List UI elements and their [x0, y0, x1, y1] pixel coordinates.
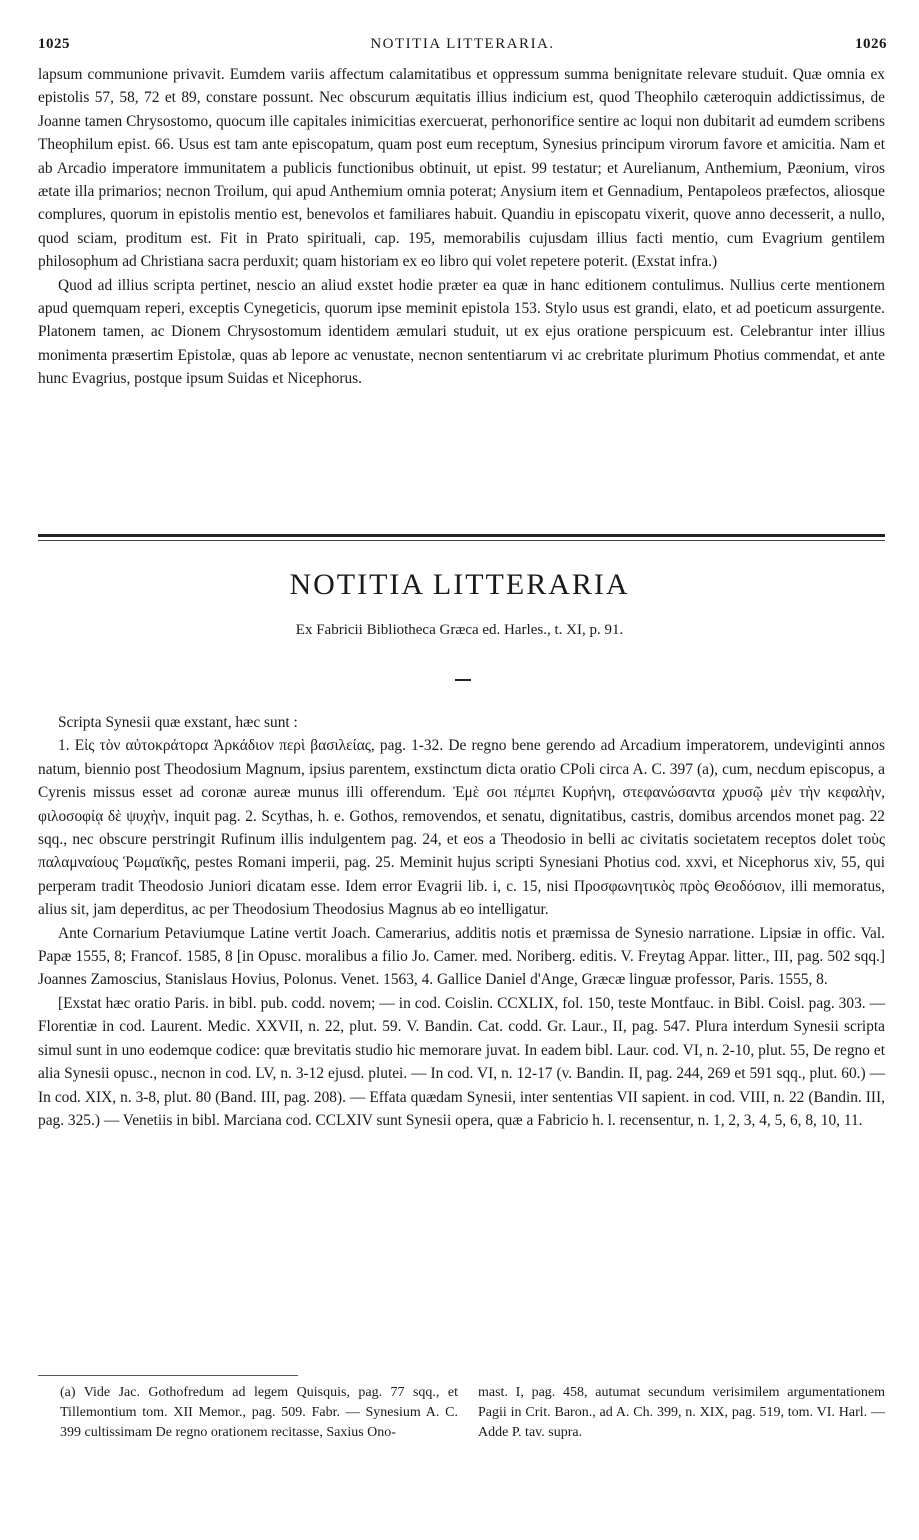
section-divider	[38, 534, 885, 541]
paragraph: Ante Cornarium Petaviumque Latine vertit Joach. Camerarius, additis notis et præmissa de Synesio narratione. Lipsiæ in offic. Val. Papæ 1555, 8; Francof. 1585, 8 [in Opusc. moralibus a filio Jo. Camer. med. Noriberg. editis. V. Freytag Appar. litter., III, pag. 502 sqq.] Joannes Zamoscius, Stanislaus Hovius, Polonus. Venet. 1563, 4. Gallice Daniel d'Ange, Græcæ linguæ professor, Paris. 1555, 8.	[38, 924, 885, 989]
section-subtitle: Ex Fabricii Bibliotheca Græca ed. Harles., t. XI, p. 91.	[295, 622, 624, 638]
running-title: NOTITIA LITTERARIA.	[370, 36, 555, 52]
paragraph: Scripta Synesii quæ exstant, hæc sunt :	[58, 714, 298, 731]
footnote-left: (a) Vide Jac. Gothofredum ad legem Quisquis, pag. 77 sqq., et Tillemontium tom. XII Memor., pag. 509. Fabr. — Synesium A. C. 399 cultissimam De regno orationem recitasse, Saxius Ono-	[60, 1385, 458, 1440]
body-text-block	[38, 711, 885, 1132]
page-number-left: 1025	[38, 36, 70, 52]
page-number-right: 1026	[855, 36, 887, 52]
paragraph: lapsum communione privavit. Eumdem variis affectum calamitatibus et oppressum summa benignitate relevare studuit. Quæ omnia ex epistolis 57, 58, 72 et 89, constare possunt. Nec obscurum æquitatis illius indicium est, quod Theophilo cæteroquin addictissimus, de Joanne tamen Chrysostomo, quocum ille capitales inimicitias exercuerat, perhonorifice sentire ac loqui non dubitarit ad eumdem scribens Theophilum epist. 66. Usus est tam ante episcopatum, quam post eum receptum, Synesius principum virorum favore et amicitia. Nam et ab Arcadio imperatore immunitatem a publicis functionibus obtinuit, ut epist. 99 testatur; et Aurelianum, Anthemium, Pæonium, viros ætate illa primarios; necnon Troilum, qui apud Anthemium omnia poterat; Anysium item et Gennadium, Pentapoleos præfectos, aliosque complures, quorum in epistolis mentio est, benevolos et familiares habuit. Quandiu in episcopatu vixerit, quove anno decesserit, a nullo, quod sciam, proditum est. Fit in Prato spirituali, cap. 195, memorabilis cujusdam illius facti mentio, cum Evagrium gentilem philosophum ad Christiana sacra perduxit; quam historiam ex eo libro qui volet repetere poterit. (Exstat infra.)	[38, 66, 885, 271]
top-text-block	[38, 63, 885, 391]
footnote-divider	[38, 1375, 885, 1376]
running-head	[38, 36, 887, 56]
paragraph: 1. Εἰς τὸν αὐτοκράτορα Ἀρκάδιον περὶ βασιλείας, pag. 1-32. De regno bene gerendo ad Arcadium imperatorem, undeviginti annos natum, biennio post Theodosium Magnum, ipsius parentem, exstinctum dicta oratio CPoli circa A. C. 397 (a), cum, necdum episcopus, a Cyrenis missus esset ad coronæ aureæ munus illi offerendum. Ἐμὲ σοι πέμπει Κυρήνη, στεφανώσαντα χρυσῷ μὲν τὴν κεφαλὴν, φιλοσοφίᾳ δὲ ψυχὴν, inquit pag. 2. Scythas, h. e. Gothos, removendos, et senatu, dignitatibus, castris, domibus arcendos monet pag. 22 sqq., nec obscure perstringit Rufinum illis indulgentem pag. 24, et eos a Theodosio in belli ac civitatis societatem receptos dolet τοὺς παλαμναίους Ῥωμαϊκῆς, pestes Romani imperii, pag. 25. Meminit hujus scripti Synesiani Photius cod. xxvi, et Nicephorus xiv, 55, qui perperam tradit Theodosio Juniori dicatam esse. Idem error Evagrii lib. i, c. 15, nisi Προσφωνητικὸς πρὸς Θεοδόσιον, illi memoratus, alius sit, jam deperditus, ac per Theodosium Theodosius Magnus ab eo intelligatur.	[38, 737, 885, 919]
paragraph: Quod ad illius scripta pertinet, nescio an aliud exstet hodie præter ea quæ in hanc editionem contulimus. Nullius certe mentionem apud quemquam reperi, exceptis Cynegeticis, quorum ipse meminit epistola 153. Stylo usus est grandi, elato, et ad poeticum assurgente. Platonem tamen, ac Dionem Chrysostomum identidem æmulari studuit, ut ex ejus oratione perspicuum est. Celebrantur inter illius monimenta præsertim Epistolæ, quas ab lepore ac venustate, necnon sententiarum vi ac crebritate plurimum Photius commendat, et ante hunc Evagrius, postque ipsum Suidas et Nicephorus.	[38, 276, 885, 388]
paragraph: [Exstat hæc oratio Paris. in bibl. pub. codd. novem; — in cod. Coislin. CCXLIX, fol. 150, teste Montfauc. in Bibl. Coisl. pag. 303. — Florentiæ in cod. Laurent. Medic. XXVII, n. 22, plut. 59. V. Bandin. Cat. codd. Gr. Laur., II, pag. 547. Plura interdum Synesii scripta simul sunt in uno eodemque codice: quæ brevitatis studio hic memorare juvat. In eadem bibl. Laur. cod. VI, n. 2-10, plut. 55, De regno et alia Synesii opusc., necnon in cod. LV, n. 3-12 ejusd. plutei. — In cod. VI, n. 12-17 (v. Bandin. II, pag. 244, 269 et 591 sqq., plut. 60.) — In cod. XIX, n. 3-8, plut. 80 (Band. III, pag. 208). — Effata quædam Synesii, inter sententias VII sapient. in cod. VIII, n. 22 (Bandin. III, pag. 325.) — Venetiis in bibl. Marciana cod. CCLXIV sunt Synesii opera, quæ a Fabricio h. l. recensentur, n. 1, 2, 3, 4, 5, 6, 8, 10, 11.	[38, 994, 885, 1129]
title-dash	[455, 679, 471, 681]
section-title: NOTITIA LITTERARIA	[289, 568, 630, 601]
footnote-right: mast. I, pag. 458, autumat secundum verisimilem argumentationem Pagii in Crit. Baron., ad A. Ch. 399, n. XIX, pag. 519, tom. VI. Harl. — Adde P. tav. supra.	[478, 1385, 885, 1440]
